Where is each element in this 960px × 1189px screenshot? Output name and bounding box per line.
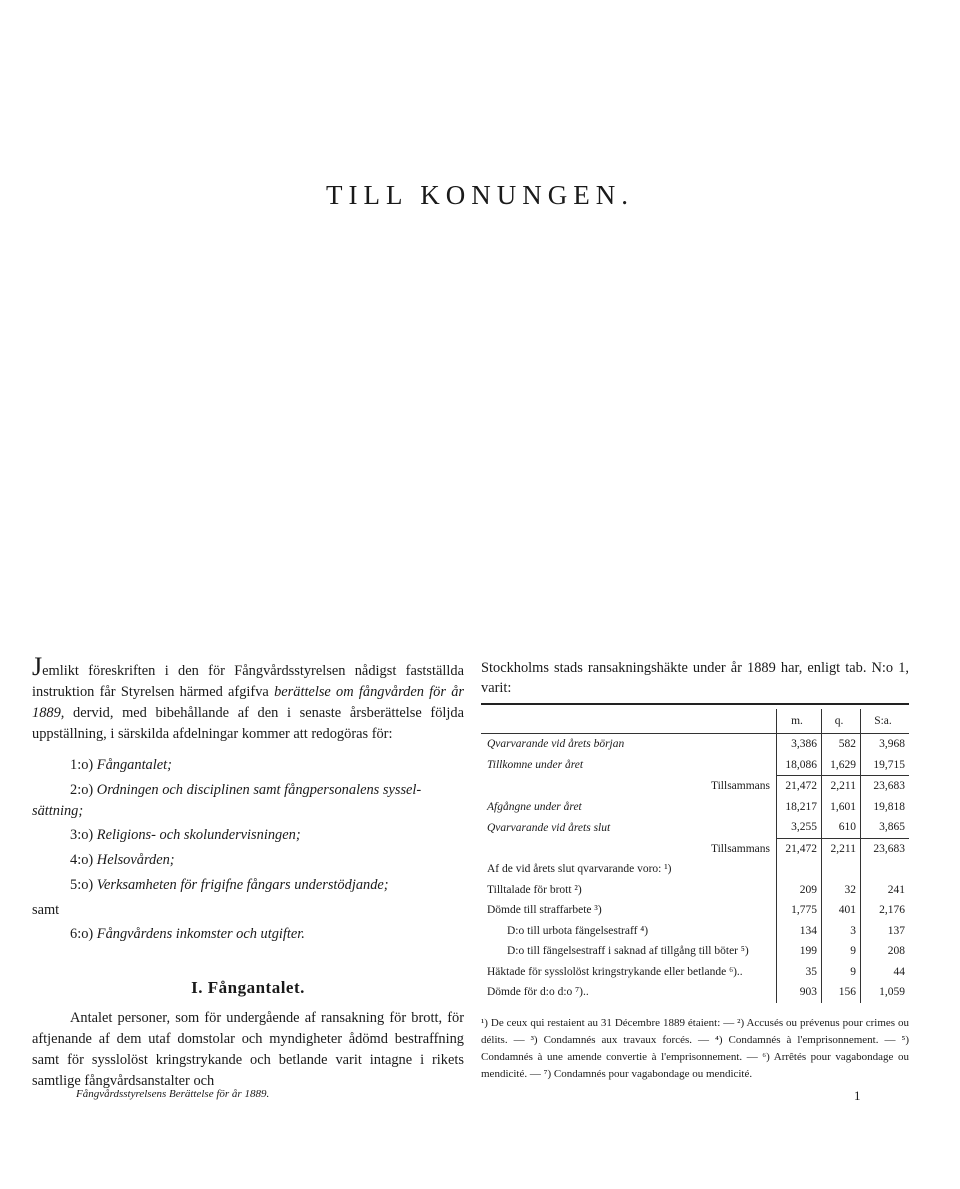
list-item-text: Fångantalet; [96,757,172,773]
row-label: Tilltalade för brott ²) [487,883,582,896]
right-column [481,658,909,1083]
row-label: Dömde till straffarbete ³) [487,904,602,917]
table-row [481,776,909,797]
cell-s: 2,176 [861,900,910,921]
cell-q: 2,211 [822,776,861,797]
table-intro: Stockholms stads ransakningshäkte under år 1889 har, enligt tab. N:o 1, varit: [481,660,909,696]
list-item-number: 1:o) [70,757,94,773]
cell-q: 610 [822,817,861,838]
table-row [481,797,909,818]
cell-q: 1,601 [822,797,861,818]
cell-q: 156 [822,982,861,1003]
row-label: Qvarvarande vid årets slut [487,821,611,834]
cell-q [822,859,861,880]
row-label: Tillkomne under året [487,759,584,771]
table-row [481,817,909,838]
cell-s: 23,683 [861,838,910,859]
row-label: Qvarvarande vid årets början [487,738,625,751]
table-row [481,962,909,983]
header-women: q. [822,709,861,734]
drop-cap: J [32,652,43,681]
left-column [32,652,465,1092]
table-top-rule [481,703,909,705]
cell-s: 3,968 [861,734,910,755]
row-label: Tillsammans [710,780,770,792]
cell-m: 35 [777,962,822,983]
intro-text-b: dervid, med bibehållande af den i senaste årsberättelse följda uppställning, i särskilda afdelningar kommer att redogöras för: [32,705,464,742]
cell-s: 1,059 [861,982,910,1003]
list-item-number: 2:o) [70,782,94,798]
cell-q: 2,211 [822,838,861,859]
intro-paragraph [32,652,465,745]
body-paragraph: Antalet personer, som för undergående af ransakning för brott, för aftjenande af dem utaf domstolar och myndigheter ådömd bestraffning samt för sysslolöst kringstrykande och betlande varit intagne i rikets samtlige fångvårdsanstalter och [32,1010,464,1089]
cell-s: 3,865 [861,817,910,838]
page-title: TILL KONUNGEN. [326,180,634,210]
row-label: D:o till fängelsestraff i saknad af tillgång till böter ⁵) [507,945,749,958]
cell-m: 209 [777,880,822,901]
page-number: 1 [854,1088,861,1103]
row-label: D:o till urbota fängelsestraff ⁴) [507,924,649,937]
list-item-text: Ordningen och disciplinen samt fångpersonalens syssel- [96,782,422,798]
table-row [481,941,909,962]
intro-text-a: emlikt föreskriften i den för Fångvårdsstyrelsen nådigst fastställda instruktion får Styrelsen härmed afgifva [32,663,464,700]
row-label: Afgångne under året [487,800,582,813]
row-label: Af de vid årets slut qvarvarande voro: ¹) [487,863,672,876]
cell-m: 903 [777,982,822,1003]
cell-s: 241 [861,880,910,901]
list-item-text: Fångvårdens inkomster och utgifter. [96,926,305,942]
list-item-text: Verksamheten för frigifne fångars understödjande; [96,877,389,893]
cell-s: 137 [861,921,910,942]
table-row [481,859,909,880]
list-item [32,924,464,945]
table-row [481,838,909,859]
list-item [32,875,464,896]
cell-m: 199 [777,941,822,962]
cell-q: 582 [822,734,861,755]
cell-s: 19,818 [861,797,910,818]
cell-q: 9 [822,941,861,962]
list-item [32,780,464,801]
list-item-number: 3:o) [70,827,94,843]
cell-q: 9 [822,962,861,983]
list-conjunction: samt [32,902,60,918]
statistics-table [481,709,909,1003]
list-item-number: 6:o) [70,926,94,942]
list-item-number: 4:o) [70,852,94,868]
table-row [481,734,909,755]
header-blank [481,709,777,734]
running-footer: Fångvårdsstyrelsens Berättelse för år 1889. [76,1088,270,1100]
section-heading: I. Fångantalet. [191,978,305,997]
cell-m: 134 [777,921,822,942]
cell-m [777,859,822,880]
list-item-continuation: sättning; [32,803,84,819]
list-item-number: 5:o) [70,877,94,893]
table-row [481,982,909,1003]
cell-m: 18,217 [777,797,822,818]
row-label: Dömde för d:o d:o ⁷).. [487,986,589,999]
cell-s: 208 [861,941,910,962]
row-label: Tillsammans [710,842,770,855]
row-label: Häktade för sysslolöst kringstrykande eller betlande ⁶).. [487,965,743,978]
footnotes: ¹) De ceux qui restaient au 31 Décembre 1889 étaient: — ²) Accusés ou prévenus pour crimes ou délits. — ³) Condamnés aux travaux forcés. — ⁴) Condamnés à l'emprisonnement. — ⁵) Condamnés à une amende convertie à l'emprisonnement. — ⁶) Arrêtés pour vagabondage ou mendicité. — ⁷) Condamnés pour vagabondage ou mendicité. [481,1016,909,1080]
list-item [32,755,464,776]
header-total: S:a. [861,709,910,734]
cell-m: 1,775 [777,900,822,921]
list-item [32,825,464,846]
cell-m: 3,255 [777,817,822,838]
cell-m: 21,472 [777,838,822,859]
table-row [481,755,909,776]
cell-m: 21,472 [777,776,822,797]
list-item-text: Religions- och skolundervisningen; [96,827,301,843]
list-item-text: Helsovården; [96,852,175,868]
cell-m: 3,386 [777,734,822,755]
cell-q: 3 [822,921,861,942]
cell-m: 18,086 [777,755,822,776]
cell-s: 44 [861,962,910,983]
list-item [32,850,464,871]
table-row [481,921,909,942]
cell-q: 32 [822,880,861,901]
intro-text-italic: berättelse om fångvården för år 1889, [32,684,465,721]
cell-q: 1,629 [822,755,861,776]
cell-q: 401 [822,900,861,921]
cell-s [861,859,910,880]
table-row [481,880,909,901]
cell-s: 19,715 [861,755,910,776]
table-row [481,900,909,921]
header-men: m. [777,709,822,734]
table-header-row [481,709,909,734]
cell-s: 23,683 [861,776,910,797]
section-list [32,755,464,945]
